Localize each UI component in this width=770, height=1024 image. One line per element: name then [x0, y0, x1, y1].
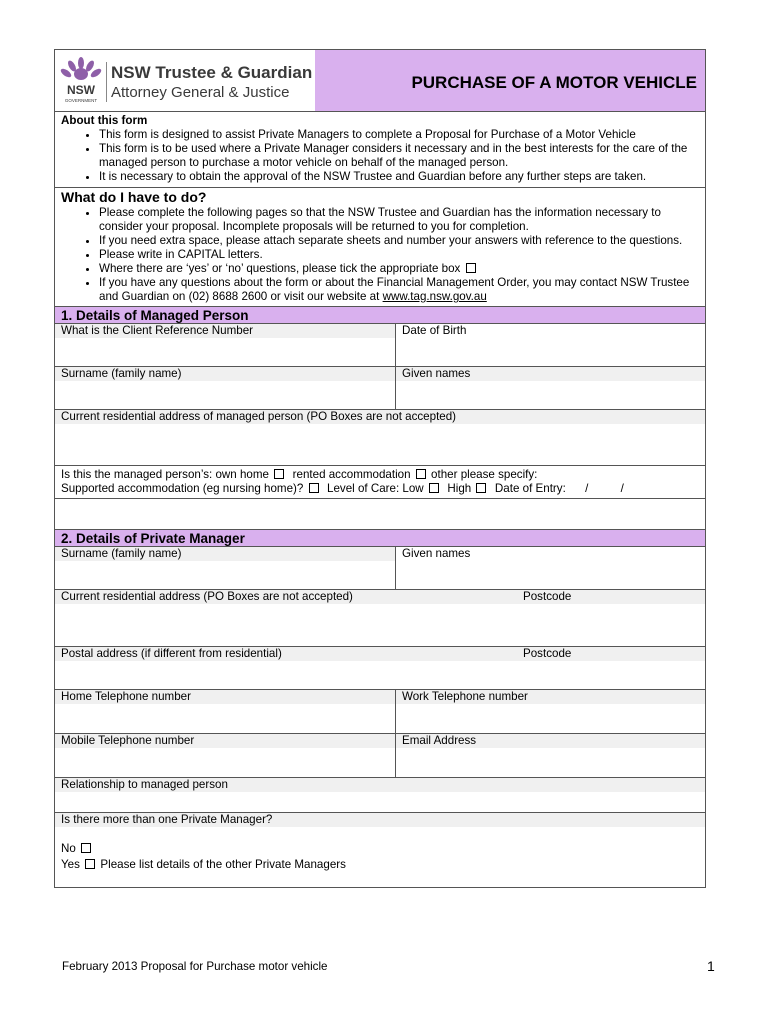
no-label: No — [61, 842, 76, 855]
what-do-item: • Please write in CAPITAL letters. — [99, 248, 699, 262]
form-page — [54, 49, 706, 888]
pm-address-field[interactable] — [55, 590, 705, 646]
website-link[interactable]: www.tag.nsw.gov.au — [382, 290, 487, 303]
section-2-title: 2. Details of Private Manager — [55, 529, 705, 547]
what-do-item: • If you need extra space, please attach separate sheets and number your answers with reference to the questions. — [99, 234, 699, 248]
home-tel-label: Home Telephone number — [55, 690, 395, 704]
mobile-field[interactable] — [55, 734, 396, 777]
given-names-field[interactable] — [396, 367, 705, 409]
work-tel-field[interactable] — [396, 690, 705, 733]
what-do-item — [99, 262, 699, 276]
waratah-logo-icon — [59, 56, 103, 104]
more-pm-label: Is there more than one Private Manager? — [55, 813, 705, 827]
own-home-checkbox[interactable] — [274, 469, 284, 479]
managed-address-field[interactable] — [55, 410, 705, 465]
pm-postcode-label: Postcode — [523, 590, 572, 603]
client-ref-field[interactable] — [55, 324, 396, 366]
about-item: • This form is designed to assist Private Managers to complete a Proposal for Purchase of a Motor Vehicle — [99, 128, 699, 142]
surname-label: Surname (family name) — [55, 367, 395, 381]
pm-given-field[interactable] — [396, 547, 705, 589]
surname-field[interactable] — [55, 367, 396, 409]
what-do-item — [99, 276, 699, 304]
date-entry-slashes: / / — [585, 482, 624, 495]
pm-postal-label: Postal address (if different from residential) — [55, 647, 705, 661]
section-1-title: 1. Details of Managed Person — [55, 306, 705, 324]
pm-surname-label: Surname (family name) — [55, 547, 395, 561]
logo-title: NSW Trustee & Guardian — [111, 63, 313, 82]
about-item: • It is necessary to obtain the approval of the NSW Trustee and Guardian before any further steps are taken. — [99, 170, 699, 184]
mobile-label: Mobile Telephone number — [55, 734, 395, 748]
form-header — [55, 50, 705, 112]
given-names-label: Given names — [396, 367, 705, 381]
no-checkbox[interactable] — [81, 843, 91, 853]
rented-label: rented accommodation — [292, 468, 411, 481]
work-tel-label: Work Telephone number — [396, 690, 705, 704]
contact-instruction: If you have any questions about the form or about the Financial Management Order, you may contact NSW Trustee and Guardian on (02) 8688 2600 or visit our website at — [99, 276, 690, 303]
rented-checkbox[interactable] — [416, 469, 426, 479]
managed-address-label: Current residential address of managed person (PO Boxes are not accepted) — [55, 410, 705, 424]
tick-instruction: Where there are ‘yes’ or ‘no’ questions, please tick the appropriate box — [99, 262, 461, 275]
date-entry-label: Date of Entry: — [494, 482, 566, 495]
what-do-item: • Please complete the following pages so that the NSW Trustee and Guardian has the information necessary to consider your proposal. Incomplete proposals will be returned to you for completion. — [99, 206, 699, 234]
about-section — [55, 112, 705, 188]
email-label: Email Address — [396, 734, 705, 748]
nsw-badge: NSW — [67, 83, 95, 97]
yes-checkbox[interactable] — [85, 859, 95, 869]
accommodation-answer-field[interactable] — [55, 499, 705, 529]
what-do-section — [55, 188, 705, 306]
high-label: High — [447, 482, 472, 495]
supported-checkbox[interactable] — [309, 483, 319, 493]
checkbox-icon — [466, 263, 476, 273]
accommodation-question — [55, 466, 705, 498]
high-checkbox[interactable] — [476, 483, 486, 493]
home-tel-field[interactable] — [55, 690, 396, 733]
level-care-label: Level of Care: Low — [327, 482, 424, 495]
more-pm-field — [55, 813, 705, 887]
pm-postal-field[interactable] — [55, 647, 705, 689]
email-field[interactable] — [396, 734, 705, 777]
logo-divider — [106, 62, 107, 102]
dob-field[interactable] — [396, 324, 705, 366]
about-item: • This form is to be used where a Private Manager considers it necessary and in the best interests for the care of the managed person to purchase a motor vehicle on behalf of the managed person. — [99, 142, 699, 170]
supported-label: Supported accommodation (eg nursing home)? — [61, 482, 304, 495]
pm-surname-field[interactable] — [55, 547, 396, 589]
relationship-field[interactable] — [55, 778, 705, 812]
other-label: other please specify: — [431, 468, 538, 481]
pm-address-label: Current residential address (PO Boxes are not accepted) — [55, 590, 705, 604]
logo — [55, 50, 315, 111]
page-number: 1 — [707, 958, 715, 974]
own-home-label: Is this the managed person’s: own home — [61, 468, 269, 481]
yes-detail-label: Please list details of the other Private Managers — [100, 858, 346, 871]
logo-subtitle: Attorney General & Justice — [111, 84, 290, 101]
what-do-title: What do I have to do? — [61, 189, 207, 205]
government-badge: GOVERNMENT — [64, 98, 98, 103]
client-ref-label: What is the Client Reference Number — [55, 324, 395, 338]
about-title: About this form — [61, 114, 148, 127]
pm-postal-postcode-label: Postcode — [523, 647, 572, 660]
low-checkbox[interactable] — [429, 483, 439, 493]
page-title: PURCHASE OF A MOTOR VEHICLE — [411, 73, 697, 92]
relationship-label: Relationship to managed person — [55, 778, 705, 792]
yes-label: Yes — [61, 858, 80, 871]
pm-given-label: Given names — [396, 547, 705, 561]
dob-label: Date of Birth — [396, 324, 705, 338]
footer-text: February 2013 Proposal for Purchase motor vehicle — [62, 960, 328, 973]
